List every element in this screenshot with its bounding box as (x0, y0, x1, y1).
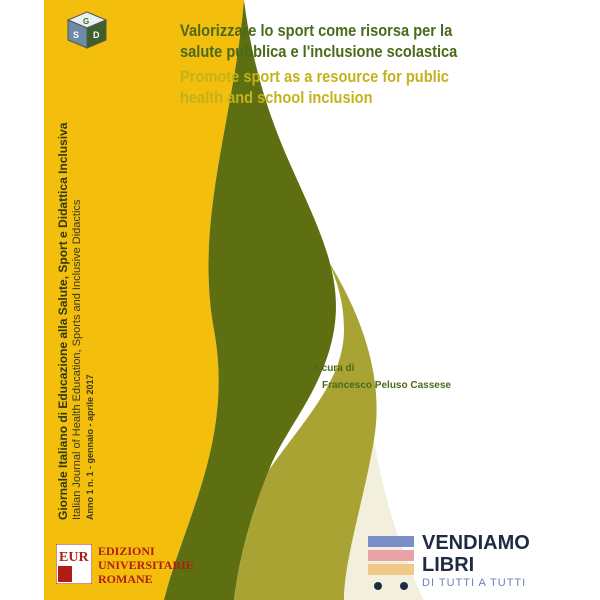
title-italian: Valorizzare lo sport come risorsa per la salute pubblica e l'inclusione scolastica (180, 21, 458, 61)
title-english: Promote sport as a resource for public health and school inclusion (180, 67, 449, 107)
watermark-line-2: LIBRI (422, 554, 475, 576)
publisher-line-1: EDIZIONI (98, 544, 155, 558)
pub-logo-letters: EUR (59, 550, 89, 565)
publisher-name (98, 544, 194, 586)
spine-title-italian: Giornale Italiano di Educazione alla Salute, Sport e Didattica Inclusiva (56, 122, 70, 520)
publisher-line-2: UNIVERSITARIE (98, 558, 194, 572)
curator-label: A cura di (312, 363, 355, 374)
book-cover (44, 0, 555, 600)
vendiamo-libri-watermark (366, 530, 546, 594)
curator-name: Francesco Peluso Cassese (322, 380, 451, 391)
spine-title-english: Italian Journal of Health Education, Sports and Inclusive Didactics (71, 199, 83, 520)
watermark-line-1: VENDIAMO (422, 532, 530, 554)
svg-text:D: D (93, 30, 100, 40)
gsd-cube-icon (66, 10, 108, 50)
svg-text:S: S (73, 30, 80, 40)
spine-issue: Anno 1 n. 1 - gennaio - aprile 2017 (85, 374, 95, 520)
watermark-line-3: DI TUTTI A TUTTI (422, 577, 527, 589)
eur-logo-icon (56, 544, 92, 584)
shopping-cart-icon (366, 530, 418, 594)
publisher-block (56, 540, 216, 590)
svg-text:G: G (83, 17, 90, 26)
publisher-line-3: ROMANE (98, 572, 153, 586)
